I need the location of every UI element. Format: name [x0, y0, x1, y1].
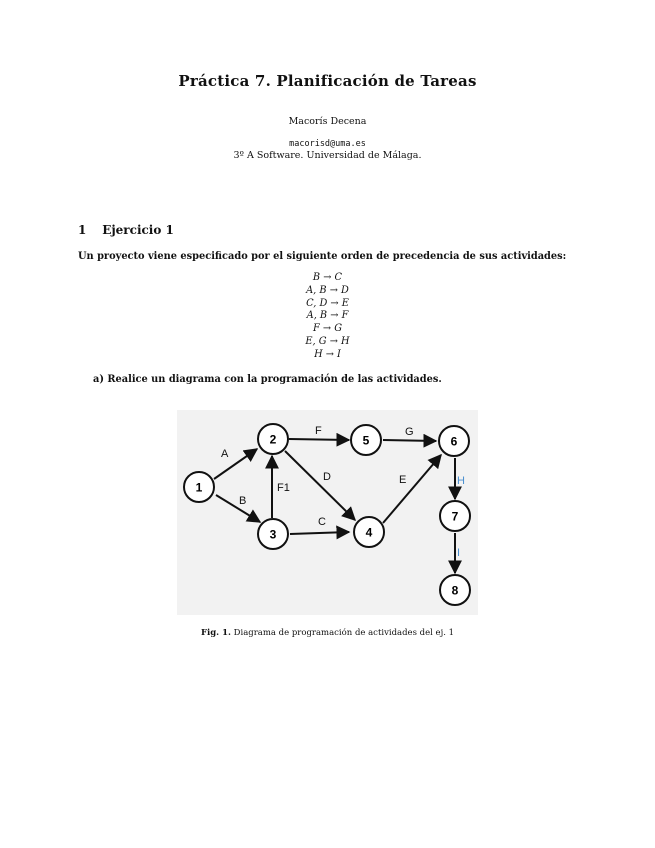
section-title: Ejercicio 1: [102, 223, 174, 237]
paper-title: Práctica 7. Planificación de Tareas: [178, 72, 477, 90]
edge-1-3: [216, 495, 260, 522]
node-4: [354, 517, 384, 547]
edge-3-4: [290, 532, 349, 534]
node-label: 1: [195, 480, 203, 495]
precedence-rule: B → C: [312, 272, 343, 283]
section-number: 1: [78, 223, 87, 237]
exercise-statement: Un proyecto viene especificado por el siguiente orden de precedencia de sus actividades:: [78, 251, 567, 262]
precedence-rule: A, B → F: [306, 310, 349, 322]
node-7: [440, 501, 470, 531]
figure-caption-label: Fig. 1.: [200, 628, 231, 638]
node-8: [440, 575, 470, 605]
author-email: macorisd@uma.es: [289, 139, 366, 149]
node-label: 6: [450, 434, 458, 449]
node-label: 7: [451, 509, 459, 524]
edge-label-g: G: [405, 426, 414, 438]
section-heading: [78, 223, 174, 237]
edge-label-b: B: [239, 495, 247, 507]
node-label: 2: [269, 432, 277, 447]
edge-label-f1: F1: [277, 482, 290, 494]
activity-network-diagram: [177, 410, 478, 615]
node-label: 4: [365, 525, 373, 540]
node-label: 8: [451, 583, 459, 598]
edge-label-e: E: [399, 474, 407, 486]
author-affiliation: 3º A Software. Universidad de Málaga.: [233, 150, 422, 161]
figure-caption: [0, 628, 655, 638]
node-1: [184, 472, 214, 502]
edge-2-4: [285, 451, 355, 520]
edge-label-h: H: [457, 475, 465, 487]
node-label: 5: [362, 433, 370, 448]
activity-diagram-figure: [177, 410, 478, 615]
edge-4-6: [383, 455, 441, 523]
task-a: a) Realice un diagrama con la programación de las actividades.: [93, 374, 442, 385]
edge-label-i: I: [457, 547, 461, 559]
node-2: [258, 424, 288, 454]
edge-label-f: F: [315, 425, 322, 437]
precedence-rule: F → G: [312, 323, 343, 335]
precedence-rule: E, G → H: [305, 335, 350, 347]
edge-2-5: [289, 439, 349, 440]
edge-label-d: D: [323, 471, 331, 483]
author-name: Macorís Decena: [288, 116, 367, 127]
node-5: [351, 425, 381, 455]
node-6: [439, 426, 469, 456]
edge-label-a: A: [221, 448, 229, 460]
precedence-rule: A, B → D: [306, 284, 349, 296]
precedence-rule: C, D → E: [306, 297, 349, 309]
figure-caption-text: Diagrama de programación de actividades del ej. 1: [233, 628, 455, 638]
precedence-list: [0, 272, 655, 362]
edge-5-6: [383, 440, 436, 441]
node-3: [258, 519, 288, 549]
precedence-rule: H → I: [314, 348, 341, 360]
edge-label-c: C: [318, 516, 326, 528]
node-label: 3: [269, 527, 277, 542]
